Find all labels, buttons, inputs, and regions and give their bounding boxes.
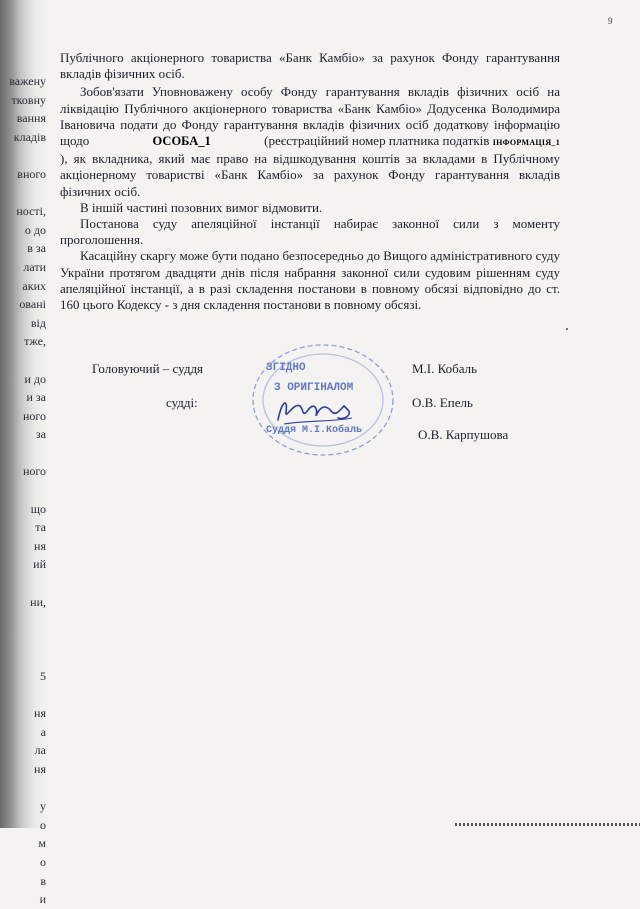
bleed-fragment xyxy=(0,481,46,500)
bleed-fragment: о xyxy=(40,854,46,869)
ink-speck xyxy=(566,328,568,330)
stamp-line-1: ЗГІДНО xyxy=(266,362,306,374)
bleed-fragment xyxy=(0,630,46,649)
stamp-line-3: Суддя М.І.Кобаль xyxy=(266,425,363,436)
bleed-fragment: лати xyxy=(23,259,46,274)
obligation-text-middle: (реєстраційний номер платника податків xyxy=(264,133,490,149)
bleed-fragment xyxy=(0,351,46,370)
bleed-fragment xyxy=(0,146,46,165)
scan-edge-marks xyxy=(455,823,640,826)
paragraph-obligation xyxy=(60,84,560,199)
bleed-fragment xyxy=(0,648,46,667)
bleed-fragment: тже, xyxy=(24,334,46,349)
judge-name-2: О.В. Карпушова xyxy=(418,427,509,442)
paragraph-cassation: Касаційну скаргу може бути подано безпосередньо до Вищого адміністративного суду України протягом двадцяти днів після набрання законної сили судовим рішенням суду апеляційної інстанції, а в разі складення постанови в повному обсязі відповідно до ст. 160 цього Кодексу - з дня складення постанови в повному обсязі. xyxy=(60,248,560,313)
bleed-fragment: а xyxy=(40,724,46,739)
bleed-fragment xyxy=(0,184,46,203)
bleed-fragment: кладів xyxy=(13,129,46,144)
bleed-fragment: овані xyxy=(19,297,46,312)
bleed-fragment: ий xyxy=(33,557,46,572)
paragraph-entry-into-force: Постанова суду апеляційної інстанції набирає законної сили з моменту проголошення. xyxy=(60,216,560,248)
bleed-fragment: в xyxy=(40,873,46,888)
bleed-fragment: за xyxy=(35,427,46,442)
bleed-fragment xyxy=(0,574,46,593)
obligation-text-start: Зобов'язати Уповноважену особу Фонду гарантування вкладів фізичних осіб на ліквідацію Публічного акціонерного товариства «Банк Камбіо» Додусенка Володимира Івановича подати до Фонду гарантування вкладів фізичних осіб додаткову інформацію щодо xyxy=(60,84,560,149)
handwritten-signature xyxy=(278,403,349,420)
bleed-fragment: и xyxy=(39,892,46,907)
certification-stamp xyxy=(248,340,398,460)
bleed-fragment: ного xyxy=(22,464,46,479)
bleed-fragment: що xyxy=(30,501,46,516)
bleed-fragment: и до xyxy=(24,371,46,386)
bleed-fragment: тковну xyxy=(11,92,46,107)
paragraph-rejection: В іншій частині позовних вимог відмовити. xyxy=(80,199,323,215)
previous-page-bleed-through xyxy=(0,72,46,909)
bleed-fragment: о xyxy=(40,817,46,832)
bleed-fragment: важену xyxy=(9,74,46,88)
bleed-fragment: о до xyxy=(24,222,46,237)
bleed-fragment: від xyxy=(30,315,46,330)
bleed-fragment: ла xyxy=(34,743,46,758)
bleed-fragment: в за xyxy=(27,241,46,256)
bleed-fragment: ня xyxy=(34,538,46,553)
bleed-fragment: ни, xyxy=(30,594,46,609)
bleed-fragment: вного xyxy=(17,166,46,181)
bleed-fragment: и за xyxy=(26,390,46,405)
bleed-fragment xyxy=(0,686,46,705)
judges-label: судді: xyxy=(166,395,198,410)
paragraph-bank-ending: Публічного акціонерного товариства «Банк Камбіо» за рахунок Фонду гарантування вкладів фізичних осіб. xyxy=(60,50,560,82)
stamp-line-2: З ОРИГІНАЛОМ xyxy=(274,382,354,394)
bleed-fragment: аких xyxy=(22,278,46,293)
bleed-fragment: ності, xyxy=(16,204,46,219)
redaction-person: ОСОБА_1 xyxy=(152,134,211,149)
judge-name-1: О.В. Епель xyxy=(412,395,473,410)
obligation-text-end: ), як вкладника, який має право на відшкодування коштів за вкладами в Публічному акціонерному товаристві «Банк Камбіо» за рахунок Фонду гарантування вкладів фізичних осіб. xyxy=(60,151,560,199)
bleed-fragment: ня xyxy=(34,761,46,776)
bleed-fragment: та xyxy=(35,520,46,535)
bleed-fragment: ного xyxy=(22,408,46,423)
redaction-info: ІНФОРМАЦІЯ_1 xyxy=(492,138,561,148)
bleed-fragment xyxy=(0,444,46,463)
bleed-fragment: ня xyxy=(34,706,46,721)
document-body xyxy=(60,50,560,313)
bleed-fragment: м xyxy=(38,836,46,851)
bleed-fragment: вання xyxy=(16,111,46,126)
bleed-fragment xyxy=(0,779,46,798)
page-number: 9 xyxy=(608,16,613,26)
presiding-judge-name: М.І. Кобаль xyxy=(412,361,478,376)
bleed-fragment xyxy=(0,611,46,630)
bleed-fragment: 5 xyxy=(40,669,46,683)
presiding-judge-label: Головуючий – суддя xyxy=(92,361,204,376)
bleed-fragment: у xyxy=(40,799,46,814)
